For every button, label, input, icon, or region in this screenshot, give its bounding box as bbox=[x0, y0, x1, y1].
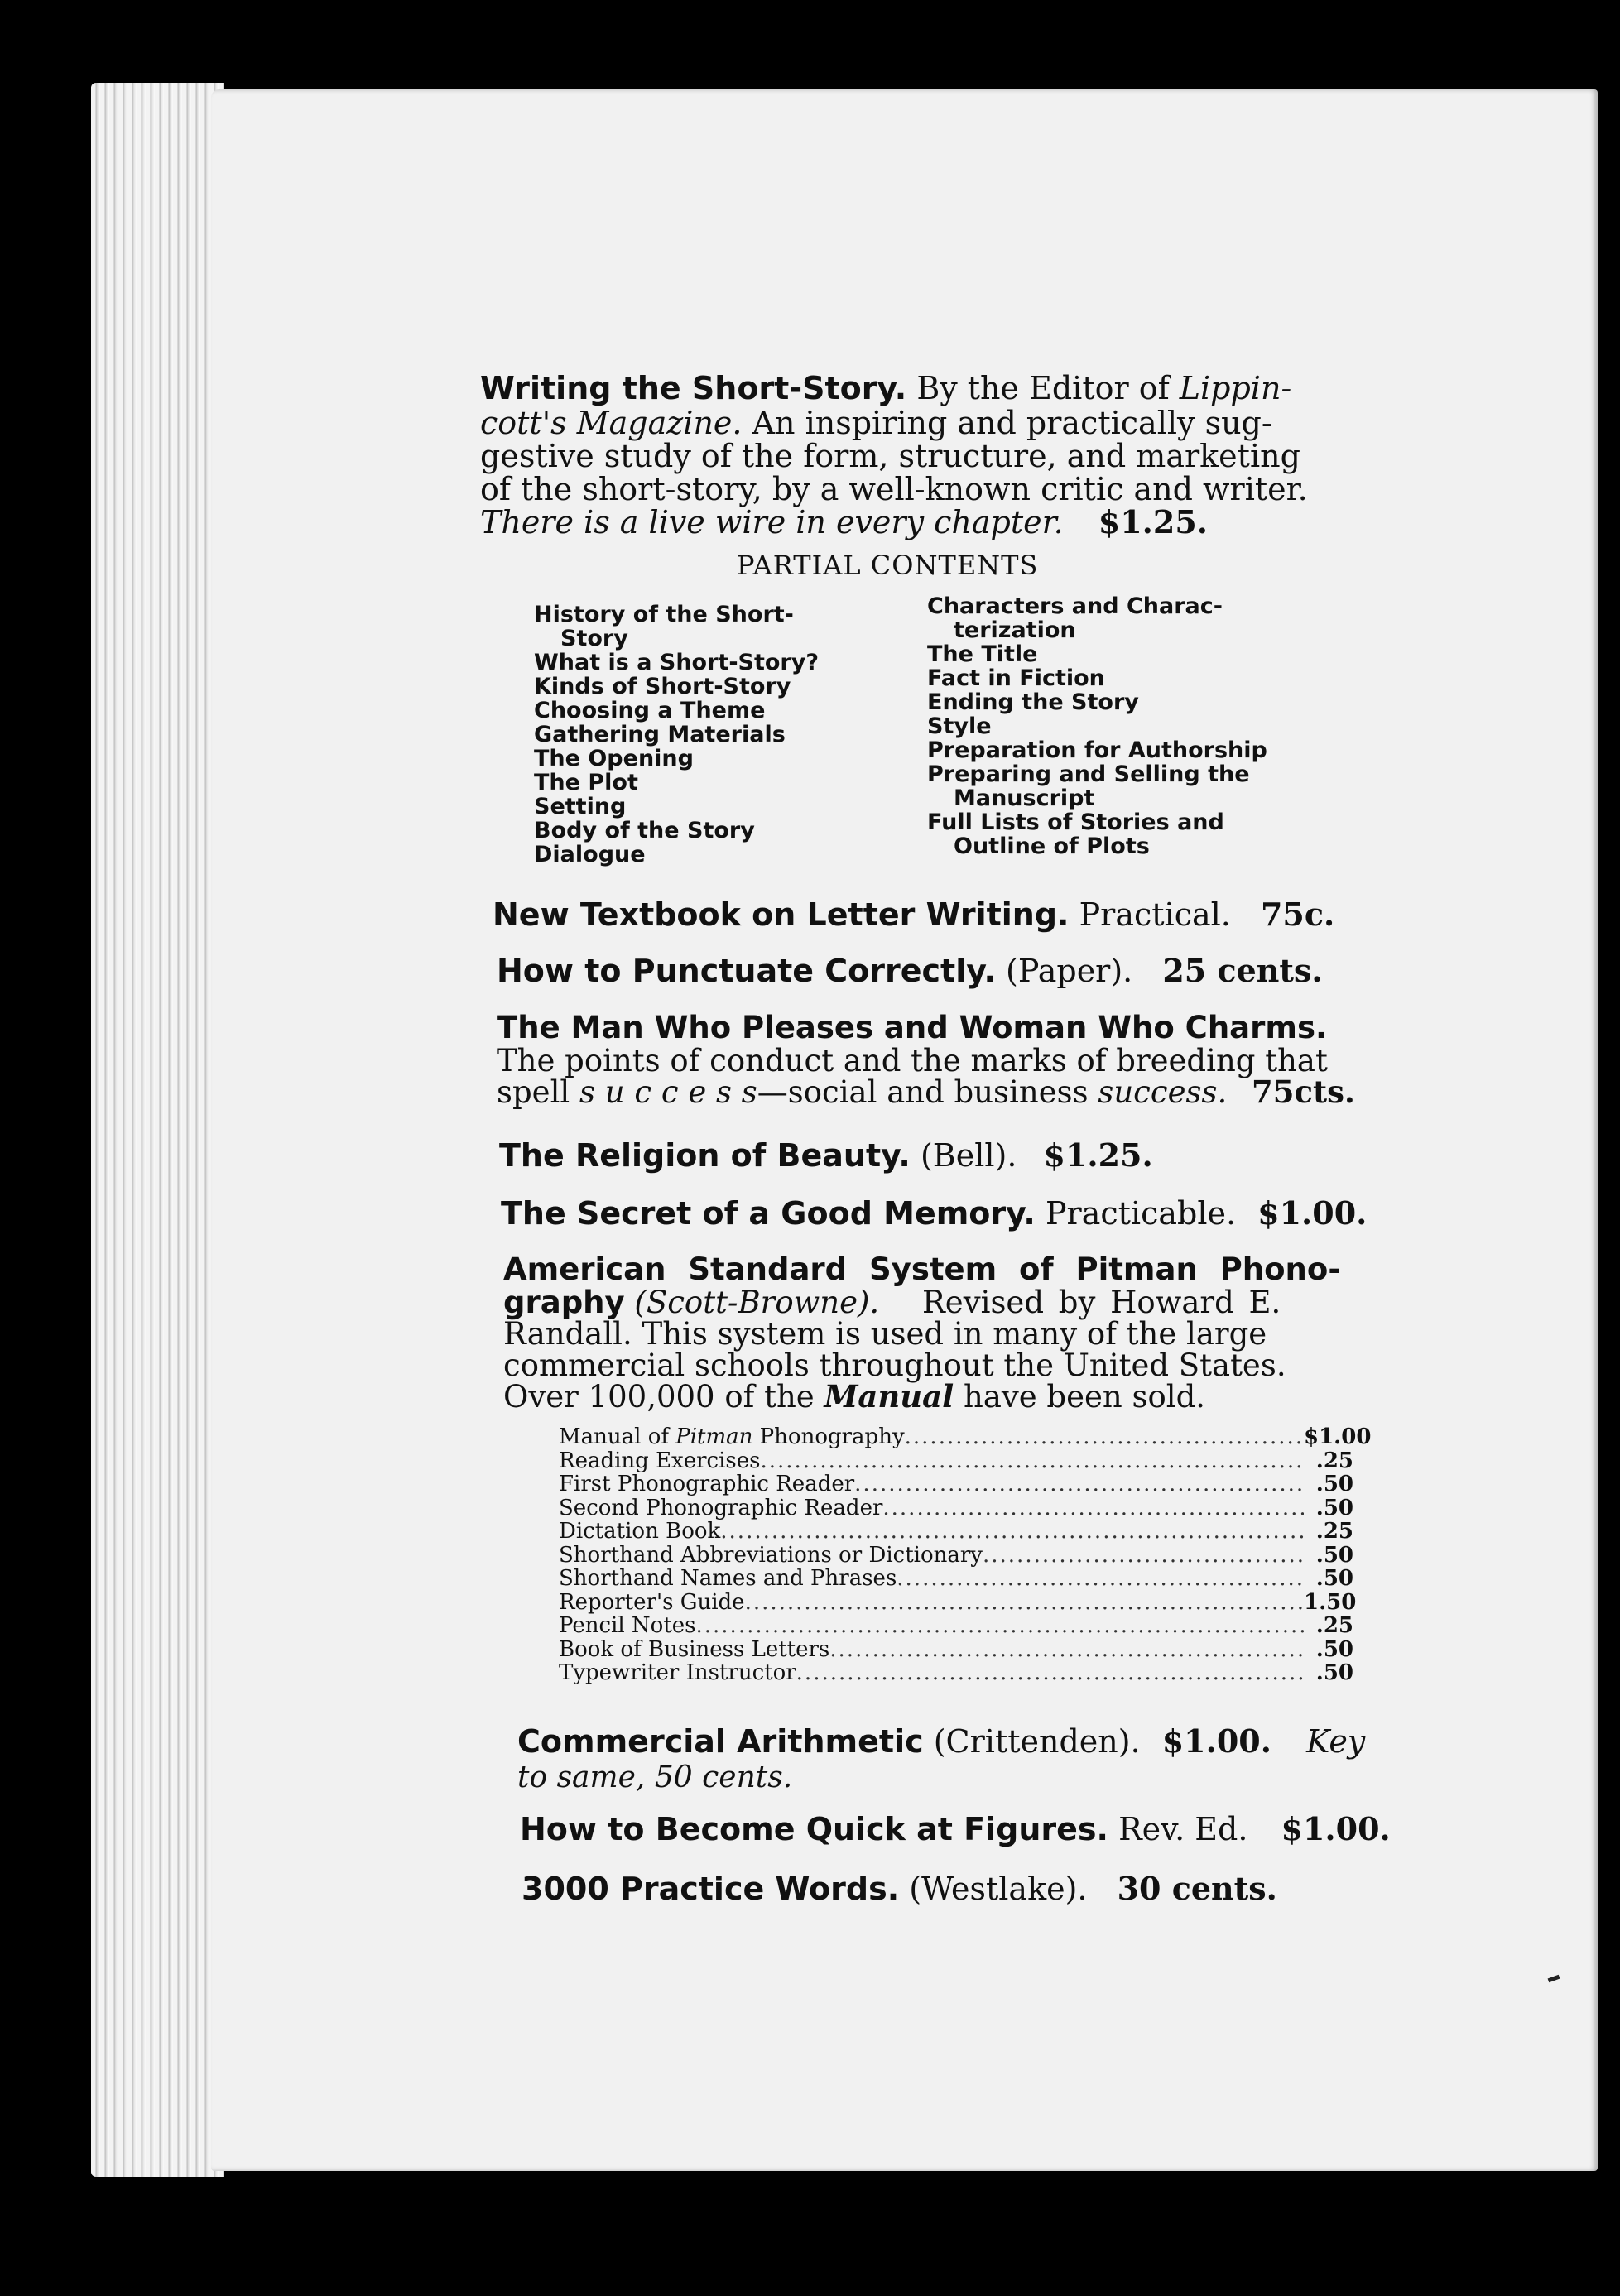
practice-ad bbox=[522, 1872, 1399, 1905]
price-list-item-name bbox=[559, 1591, 745, 1615]
price-list-item-price: 1.50 bbox=[1304, 1589, 1357, 1615]
price-list-leader-dots bbox=[720, 1520, 1304, 1544]
pitman-revised: Revised by Howard E. bbox=[921, 1285, 1281, 1320]
contents-right-item: Style bbox=[927, 713, 992, 739]
contents-right-item: Preparing and Selling the bbox=[927, 761, 1250, 787]
contents-right-item: The Title bbox=[927, 641, 1038, 667]
practice-desc: (Westlake). bbox=[909, 1871, 1088, 1907]
price-list-name-part: Dictation Book bbox=[559, 1519, 721, 1544]
price-list-leader-dots bbox=[882, 1496, 1304, 1520]
arithmetic-title: Commercial Arithmetic bbox=[517, 1723, 924, 1760]
price-list-row bbox=[559, 1661, 1353, 1685]
price-list-name-part: Reporter's Guide bbox=[559, 1589, 745, 1615]
price-list-item-name bbox=[559, 1496, 882, 1520]
short-story-line-3: gestive study of the form, structure, and marketing bbox=[480, 438, 1300, 474]
contents-left-item: History of the Short- bbox=[534, 602, 794, 627]
contents-right-item: Fact in Fiction bbox=[927, 665, 1105, 691]
contents-right-item: Characters and Charac- bbox=[927, 593, 1223, 619]
man-woman-price: 75cts. bbox=[1252, 1074, 1355, 1110]
price-list-item-price: .50 bbox=[1315, 1566, 1353, 1591]
memory-ad bbox=[501, 1194, 1378, 1232]
letter-writing-desc: Practical. bbox=[1079, 896, 1231, 933]
arithmetic-price: $1.00. bbox=[1161, 1722, 1271, 1760]
man-woman-line-2: The points of conduct and the marks of breeding that bbox=[497, 1043, 1328, 1078]
beauty-ad bbox=[499, 1136, 1377, 1174]
price-list-item-name bbox=[559, 1425, 905, 1449]
price-list-item-price: .25 bbox=[1315, 1519, 1353, 1544]
punctuate-title: How to Punctuate Correctly. bbox=[497, 953, 996, 989]
price-list-name-part: Book of Business Letters bbox=[559, 1636, 830, 1662]
figures-desc: Rev. Ed. bbox=[1118, 1811, 1248, 1847]
arithmetic-key: Key bbox=[1306, 1723, 1366, 1760]
price-list-item-price: $1.00 bbox=[1304, 1424, 1372, 1449]
contents-left-item: Story bbox=[560, 626, 628, 651]
price-list-name-part: Shorthand Names and Phrases bbox=[559, 1566, 897, 1591]
price-list-leader-dots bbox=[760, 1449, 1304, 1473]
contents-left-item: Choosing a Theme bbox=[534, 698, 766, 723]
partial-contents-heading: PARTIAL CONTENTS bbox=[737, 550, 1039, 581]
price-list-item-name bbox=[559, 1661, 796, 1685]
punctuate-ad bbox=[497, 954, 1374, 987]
price-list-item-name bbox=[559, 1472, 854, 1496]
price-list-row bbox=[559, 1449, 1353, 1473]
contents-left-item: The Plot bbox=[534, 770, 638, 795]
practice-title: 3000 Practice Words. bbox=[522, 1871, 900, 1907]
man-woman-success: success. bbox=[1098, 1074, 1228, 1110]
price-list-leader-dots bbox=[796, 1661, 1304, 1685]
contents-left-column bbox=[534, 603, 819, 867]
beauty-price: $1.25. bbox=[1043, 1136, 1153, 1174]
pitman-title: American Standard System of Pitman Phono- bbox=[503, 1251, 1341, 1287]
short-story-line-2-rest: An inspiring and practically sug- bbox=[752, 405, 1272, 441]
price-list-item-price: .50 bbox=[1315, 1660, 1353, 1685]
price-list-item-price: .50 bbox=[1315, 1542, 1353, 1568]
beauty-title: The Religion of Beauty. bbox=[499, 1137, 911, 1174]
price-list-row bbox=[559, 1520, 1353, 1544]
contents-left-item: Setting bbox=[534, 794, 627, 819]
memory-price: $1.00. bbox=[1257, 1194, 1368, 1232]
price-list-leader-dots bbox=[905, 1425, 1304, 1449]
punctuate-price: 25 cents. bbox=[1162, 952, 1323, 989]
price-list-name-part: Second Phonographic Reader bbox=[559, 1495, 883, 1520]
figures-ad bbox=[520, 1810, 1397, 1847]
price-list-name-part: First Phonographic Reader bbox=[559, 1472, 855, 1496]
memory-desc: Practicable. bbox=[1045, 1195, 1237, 1232]
short-story-line-2 bbox=[480, 406, 1358, 440]
price-list-row bbox=[559, 1638, 1353, 1662]
price-list-row bbox=[559, 1544, 1353, 1568]
price-list-item-price: .50 bbox=[1315, 1636, 1353, 1662]
price-list-item-price: .50 bbox=[1315, 1495, 1353, 1520]
short-story-price: $1.25. bbox=[1098, 503, 1209, 540]
short-story-magazine-a: Lippin- bbox=[1179, 370, 1292, 406]
practice-price: 30 cents. bbox=[1117, 1870, 1277, 1907]
price-list-leader-dots bbox=[696, 1614, 1305, 1638]
contents-left-item: Kinds of Short-Story bbox=[534, 674, 791, 699]
price-list-row bbox=[559, 1589, 1357, 1615]
beauty-desc: (Bell). bbox=[920, 1137, 1017, 1174]
man-woman-spell: spell bbox=[497, 1074, 570, 1110]
pitman-manual: Manual bbox=[824, 1378, 954, 1415]
price-list-row bbox=[559, 1567, 1353, 1591]
contents-right-item: terization bbox=[954, 617, 1076, 643]
price-list-leader-dots bbox=[745, 1591, 1304, 1615]
man-woman-title: The Man Who Pleases and Woman Who Charms. bbox=[497, 1010, 1328, 1045]
memory-title: The Secret of a Good Memory. bbox=[501, 1195, 1036, 1232]
price-list-item-name bbox=[559, 1544, 983, 1568]
price-list-item-name bbox=[559, 1614, 696, 1638]
arithmetic-line-1 bbox=[517, 1722, 1395, 1760]
arithmetic-key-line-2: to same, 50 cents. bbox=[517, 1760, 793, 1794]
price-list-leader-dots bbox=[854, 1472, 1304, 1496]
price-list-name-part: Shorthand Abbreviations or Dictionary bbox=[559, 1542, 983, 1568]
price-list-name-part: Phonography bbox=[752, 1424, 905, 1449]
short-story-line-4: of the short-story, by a well-known critic and writer. bbox=[480, 471, 1308, 507]
contents-right-item: Ending the Story bbox=[927, 689, 1139, 715]
short-story-by: By the Editor of bbox=[916, 370, 1170, 406]
pitman-author: (Scott-Browne). bbox=[634, 1285, 880, 1320]
letter-writing-title: New Textbook on Letter Writing. bbox=[493, 896, 1070, 933]
price-list-name-part: Typewriter Instructor bbox=[559, 1660, 796, 1685]
contents-left-item: What is a Short-Story? bbox=[534, 650, 819, 675]
figures-title: How to Become Quick at Figures. bbox=[520, 1811, 1108, 1847]
price-list-leader-dots bbox=[897, 1567, 1304, 1591]
short-story-tagline: There is a live wire in every chapter. bbox=[480, 504, 1064, 540]
short-story-magazine-b: cott's Magazine. bbox=[480, 405, 743, 441]
price-list-name-part: Manual of bbox=[559, 1424, 676, 1449]
punctuate-desc: (Paper). bbox=[1006, 953, 1133, 989]
price-list-item-name bbox=[559, 1520, 720, 1544]
contents-right-item: Manuscript bbox=[954, 785, 1095, 811]
short-story-line-5 bbox=[480, 505, 1358, 540]
contents-right-column bbox=[927, 594, 1267, 858]
contents-right-item: Full Lists of Stories and bbox=[927, 809, 1224, 835]
pitman-sold: have been sold. bbox=[963, 1379, 1206, 1415]
book-page-edges bbox=[91, 83, 224, 2177]
price-list-name-part: Pencil Notes bbox=[559, 1613, 696, 1638]
price-list-row bbox=[559, 1614, 1353, 1638]
letter-writing-ad bbox=[493, 898, 1370, 931]
pitman-line-4: commercial schools throughout the United States. bbox=[503, 1347, 1286, 1383]
price-list-item-name bbox=[559, 1638, 829, 1662]
arithmetic-desc: (Crittenden). bbox=[933, 1723, 1141, 1760]
pitman-title-b: graphy bbox=[503, 1285, 625, 1320]
price-list-row bbox=[559, 1496, 1353, 1520]
price-list-item-price: .25 bbox=[1315, 1448, 1353, 1473]
contents-left-item: The Opening bbox=[534, 746, 694, 771]
contents-right-item: Preparation for Authorship bbox=[927, 737, 1267, 763]
short-story-line-1 bbox=[480, 371, 1358, 406]
man-woman-social: —social and business bbox=[757, 1074, 1089, 1110]
man-woman-line-3 bbox=[497, 1076, 1374, 1108]
price-list-item-price: .25 bbox=[1315, 1613, 1353, 1638]
price-list-name-part: Pitman bbox=[675, 1424, 753, 1449]
price-list-row bbox=[559, 1424, 1372, 1449]
price-list-leader-dots bbox=[983, 1544, 1304, 1568]
figures-price: $1.00. bbox=[1281, 1810, 1391, 1847]
short-story-title: Writing the Short-Story. bbox=[480, 370, 907, 406]
contents-left-item: Body of the Story bbox=[534, 818, 755, 843]
price-list-item-price: .50 bbox=[1315, 1472, 1353, 1496]
pitman-price-list bbox=[559, 1424, 1372, 1685]
pitman-over: Over 100,000 of the bbox=[503, 1379, 815, 1415]
price-list-leader-dots bbox=[829, 1638, 1304, 1662]
price-list-item-name bbox=[559, 1449, 760, 1473]
pitman-line-3: Randall. This system is used in many of the large bbox=[503, 1316, 1267, 1352]
man-woman-success-spaced: s u c c e s s bbox=[579, 1074, 757, 1110]
pitman-line-2 bbox=[503, 1286, 1381, 1319]
pitman-line-5 bbox=[503, 1378, 1381, 1415]
price-list-name-part: Reading Exercises bbox=[559, 1448, 761, 1473]
price-list-item-name bbox=[559, 1567, 897, 1591]
contents-left-item: Dialogue bbox=[534, 842, 646, 867]
contents-right-item: Outline of Plots bbox=[954, 833, 1150, 859]
price-list-row bbox=[559, 1472, 1353, 1496]
contents-left-item: Gathering Materials bbox=[534, 722, 786, 747]
letter-writing-price: 75c. bbox=[1260, 896, 1335, 933]
